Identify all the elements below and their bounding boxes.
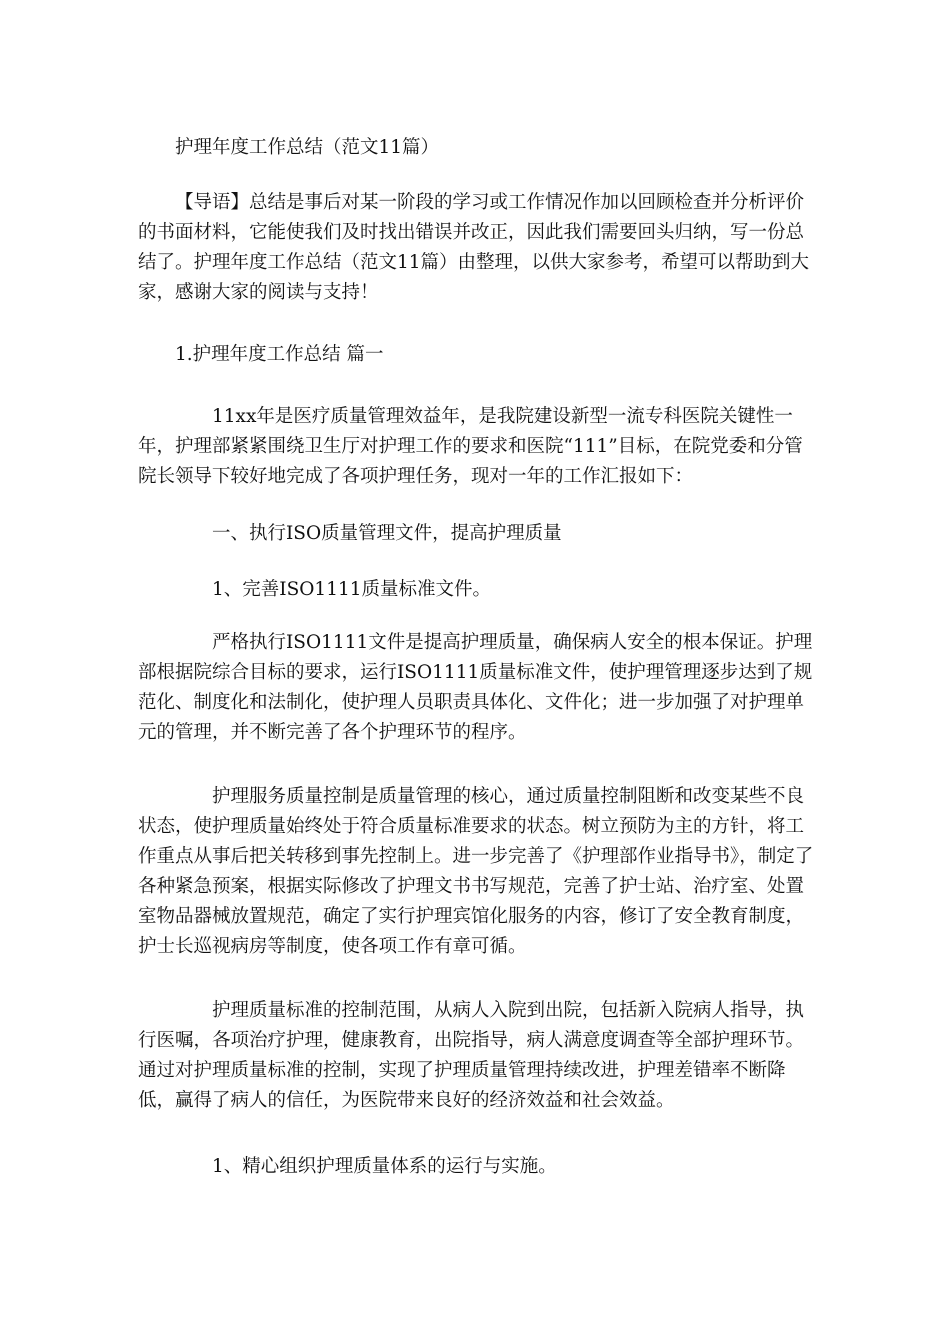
part-heading: 一、执行ISO质量管理文件，提高护理质量 (212, 523, 562, 544)
item-heading: 1、精心组织护理质量体系的运行与实施。 (212, 1156, 557, 1177)
body-paragraph: 严格执行ISO1111文件是提高护理质量，确保病人安全的根本保证。护理部根据院综合目标的要求，运行ISO1111质量标准文件，使护理管理逐步达到了规范化、制度化和法制化，使护理人员职责具体化、文件化；进一步加强了对护理单元的管理，并不断完善了各个护理环节的程序。 (138, 632, 813, 743)
body-paragraph: 11xx年是医疗质量管理效益年，是我院建设新型一流专科医院关键性一年，护理部紧紧围绕卫生厅对护理工作的要求和医院“111”目标，在院党委和分管院长领导下较好地完成了各项护理任务，现对一年的工作汇报如下： (138, 406, 803, 487)
intro-paragraph: 【导语】总结是事后对某一阶段的学习或工作情况作加以回顾检查并分析评价的书面材料，它能使我们及时找出错误并改正，因此我们需要回头归纳，写一份总结了。护理年度工作总结（范文11篇）由整理，以供大家参考，希望可以帮助到大家，感谢大家的阅读与支持！ (138, 192, 810, 303)
section-heading: 1.护理年度工作总结 篇一 (175, 344, 384, 365)
body-paragraph: 护理服务质量控制是质量管理的核心，通过质量控制阻断和改变某些不良状态，使护理质量始终处于符合质量标准要求的状态。树立预防为主的方针，将工作重点从事后把关转移到事先控制上。进一步完善了《护理部作业指导书》，制定了各种紧急预案，根据实际修改了护理文书书写规范，完善了护士站、治疗室、处置室物品器械放置规范，确定了实行护理宾馆化服务的内容，修订了安全教育制度，护士长巡视病房等制度，使各项工作有章可循。 (138, 786, 814, 957)
item-heading: 1、完善ISO1111质量标准文件。 (212, 579, 492, 600)
body-paragraph: 护理质量标准的控制范围，从病人入院到出院，包括新入院病人指导，执行医嘱，各项治疗护理，健康教育，出院指导，病人满意度调查等全部护理环节。通过对护理质量标准的控制，实现了护理质量管理持续改进，护理差错率不断降低，赢得了病人的信任，为医院带来良好的经济效益和社会效益。 (138, 1000, 805, 1111)
document-title: 护理年度工作总结（范文11篇） (175, 137, 440, 158)
